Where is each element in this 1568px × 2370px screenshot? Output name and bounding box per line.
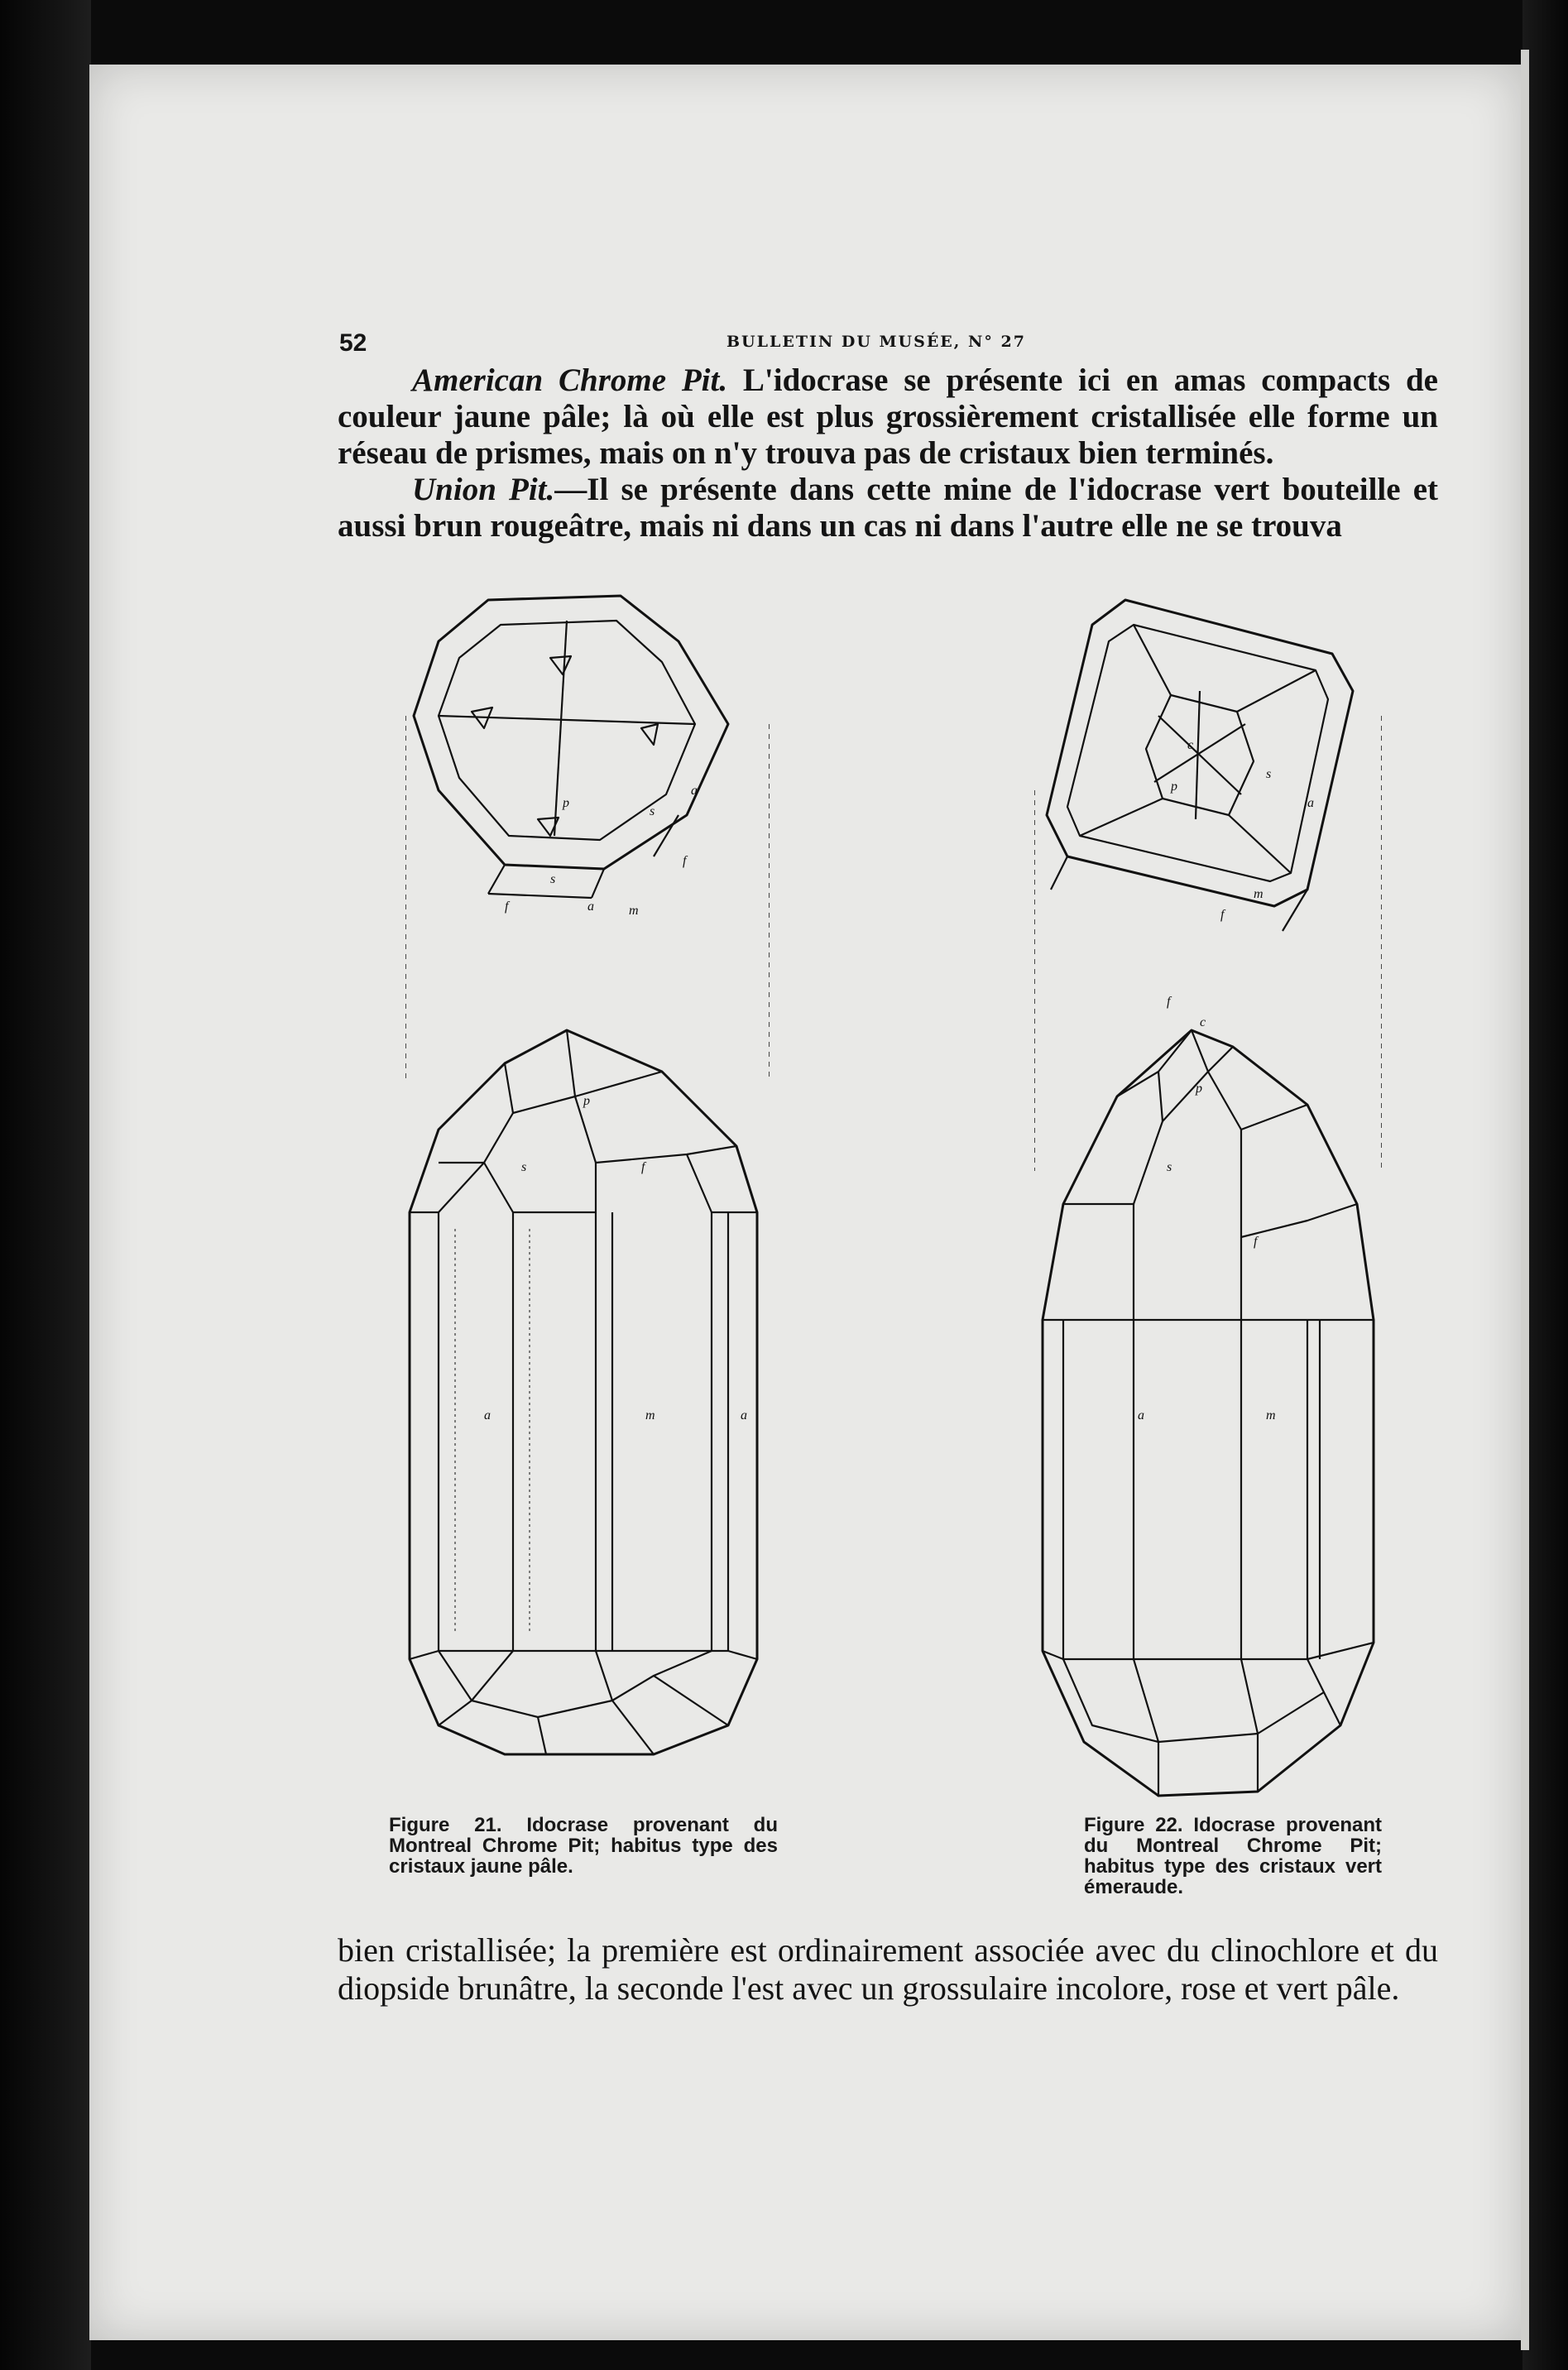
paragraph-american-chrome: [338, 362, 1438, 472]
crystal-face-label: c: [1187, 738, 1194, 752]
paragraph-continuation: bien cristallisée; la première est ordinairement associée avec du clinochlore et du diopside brunâtre, la seconde l'est avec un grossulaire incolore, rose et vert pâle.: [338, 1931, 1438, 2007]
crystal-face-label: f: [683, 854, 687, 868]
crystal-face-label: f: [641, 1160, 645, 1174]
crystal-face-label: f: [505, 900, 509, 914]
crystal-face-label: a: [741, 1408, 747, 1422]
running-title: BULLETIN DU MUSÉE, N° 27: [726, 333, 1026, 351]
scan-border-left: [0, 0, 91, 2370]
crystal-face-label: a: [691, 784, 698, 798]
crystal-face-label: m: [1254, 887, 1264, 901]
crystal-face-label: c: [1200, 1015, 1206, 1029]
figure-22-crystal-drawing: [1034, 592, 1382, 1800]
paragraph-union-pit: [338, 472, 1438, 545]
crystal-face-label: a: [587, 900, 594, 914]
figure-21-crystal-drawing: [405, 583, 770, 1758]
crystal-face-label: s: [521, 1160, 527, 1174]
crystal-face-label: m: [1266, 1408, 1276, 1422]
crystal-face-label: s: [650, 804, 655, 818]
paragraph-body: —Il se présente dans cette mine de l'idocrase vert bouteille et aussi brun rougeâtre, mais ni dans un cas ni dans l'autre elle ne se trouva: [338, 472, 1439, 544]
crystal-face-label: p: [1171, 780, 1177, 794]
crystal-face-label: s: [550, 872, 556, 886]
figure-22-caption: Figure 22. Idocrase provenant du Montreal Chrome Pit; habitus type des cristaux vert émeraude.: [1084, 1814, 1382, 1898]
crystal-face-label: a: [1307, 796, 1314, 810]
crystal-face-label: a: [484, 1408, 491, 1422]
crystal-face-label: s: [1167, 1160, 1172, 1174]
crystal-face-label: f: [1167, 995, 1171, 1009]
crystal-face-label: s: [1266, 767, 1272, 781]
crystal-face-label: f: [1220, 908, 1225, 922]
crystal-face-label: f: [1254, 1235, 1258, 1249]
figure-21-caption: Figure 21. Idocrase provenant du Montreal Chrome Pit; habitus type des cristaux jaune pâle.: [389, 1814, 778, 1878]
scan-border-right: [1522, 0, 1568, 2370]
paragraph-lead: American Chrome Pit.: [412, 362, 728, 398]
crystal-face-label: p: [1196, 1082, 1202, 1096]
body-text-bottom: [338, 1931, 1438, 2008]
body-text-top: [338, 362, 1438, 545]
crystal-face-label: m: [645, 1408, 655, 1422]
crystal-face-label: m: [629, 904, 639, 918]
page-edge: [1521, 50, 1529, 2350]
crystal-face-label: p: [563, 796, 569, 810]
paragraph-body: L'idocrase se présente ici en amas compacts de couleur jaune pâle; là où elle est plus grossièrement cristallisée elle forme un réseau de prismes, mais on n'y trouva pas de cristaux bien terminés.: [338, 362, 1438, 471]
paragraph-lead: Union Pit.: [412, 472, 555, 507]
page-number: 52: [339, 329, 367, 357]
crystal-face-label: a: [1138, 1408, 1144, 1422]
page-header: [339, 329, 1415, 362]
crystal-face-label: p: [583, 1094, 590, 1108]
